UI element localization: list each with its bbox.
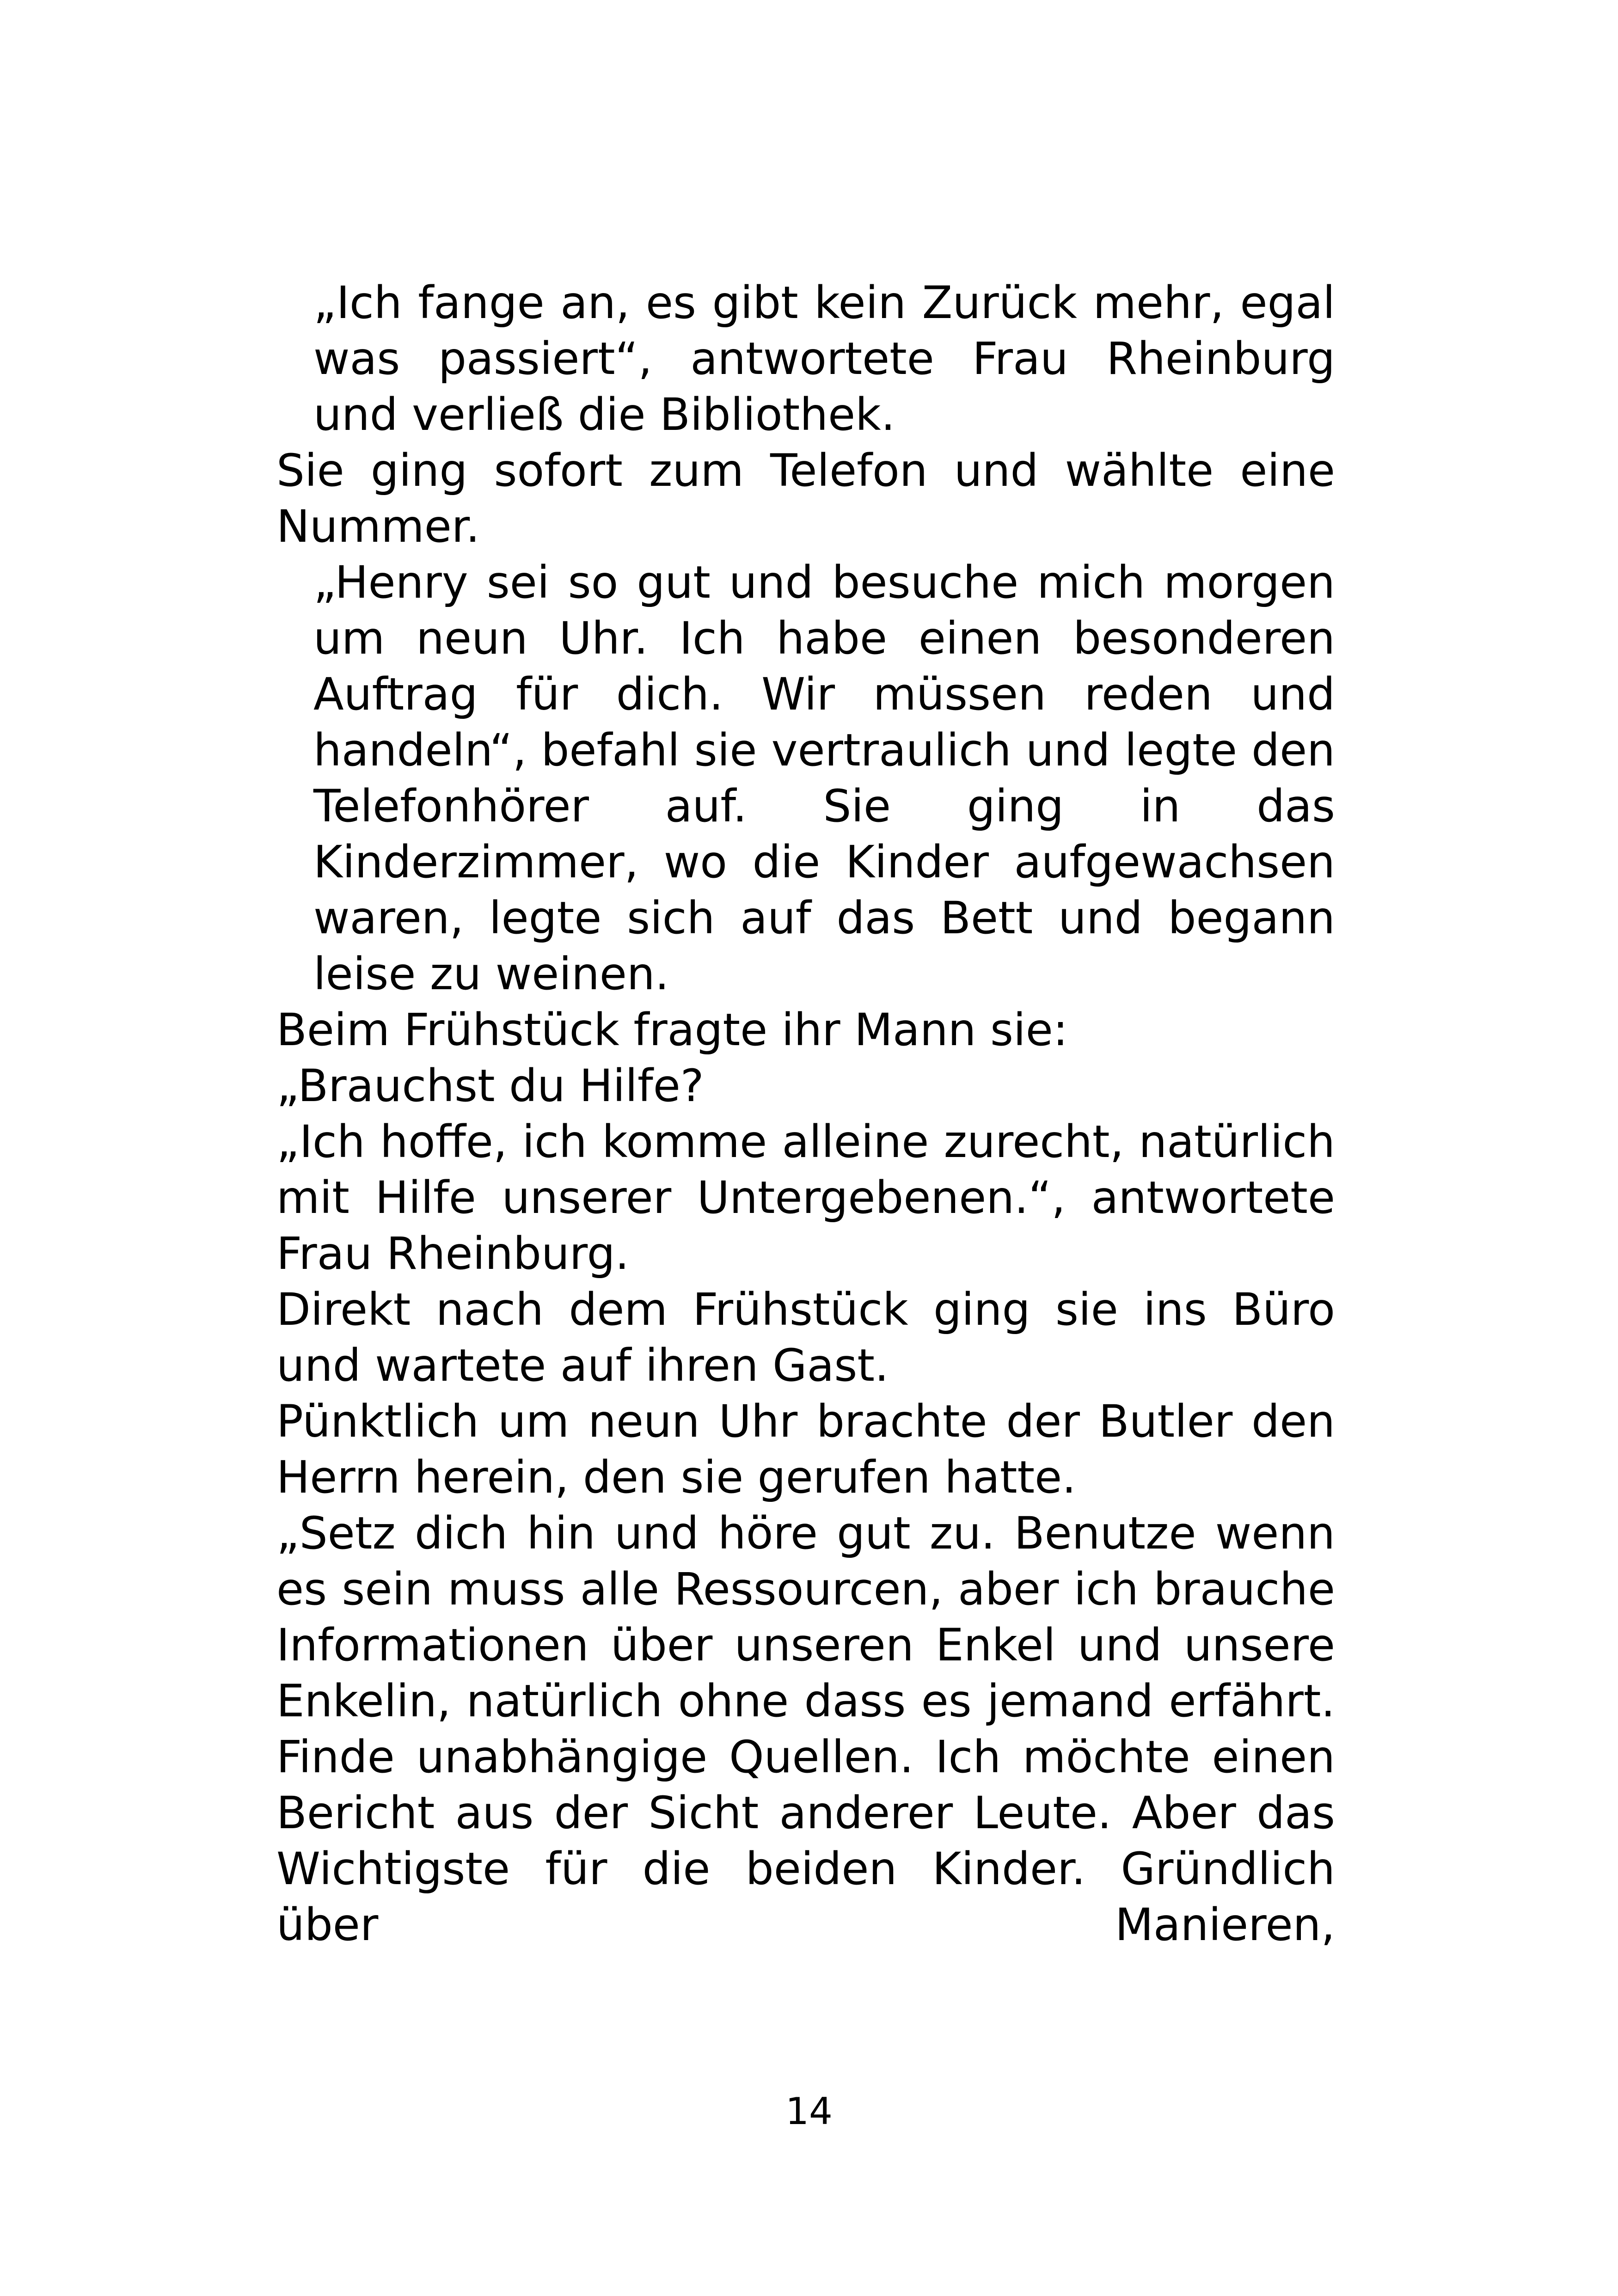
paragraph-instructions: „Setz dich hin und höre gut zu. Benutze wenn es sein muss alle Ressourcen, aber ich brauche Informationen über unseren Enkel und unsere Enkelin, natürlich ohne dass es jemand erfährt. Finde unabhängige Quellen. Ich möchte einen Bericht aus der Sicht anderer Leute. Aber das Wichtigste für die beiden Kinder. Gründlich über Manieren, [276,1507,1335,1951]
paragraph-help-question: „Brauchst du Hilfe? [276,1060,704,1112]
paragraph-dialogue-start: „Ich fange an, es gibt kein Zurück mehr, egal was passiert“, antwortete Frau Rheinburg und verließ die Bibliothek. [313,277,1335,441]
paragraph-office: Direkt nach dem Frühstück ging sie ins Büro und wartete auf ihren Gast. [276,1284,1335,1391]
paragraph-henry: „Henry sei so gut und besuche mich morgen um neun Uhr. Ich habe einen besonderen Auftrag für dich. Wir müssen reden und handeln“, befahl sie vertraulich und legte den Telefonhörer auf. Sie ging in das Kinderzimmer, wo die Kinder aufgewachsen waren, legte sich auf das Bett und begann leise zu weinen. [313,557,1335,1000]
page-number: 14 [785,2090,833,2133]
paragraph-breakfast: Beim Frühstück fragte ihr Mann sie: [276,1004,1068,1056]
paragraph-telephone: Sie ging sofort zum Telefon und wählte eine Nummer. [276,445,1335,552]
body-text [276,275,1335,1953]
paragraph-answer: „Ich hoffe, ich komme alleine zurecht, natürlich mit Hilfe unserer Untergebenen.“, antwortete Frau Rheinburg. [276,1116,1335,1280]
paragraph-butler: Pünktlich um neun Uhr brachte der Butler den Herrn herein, den sie gerufen hatte. [276,1396,1335,1503]
